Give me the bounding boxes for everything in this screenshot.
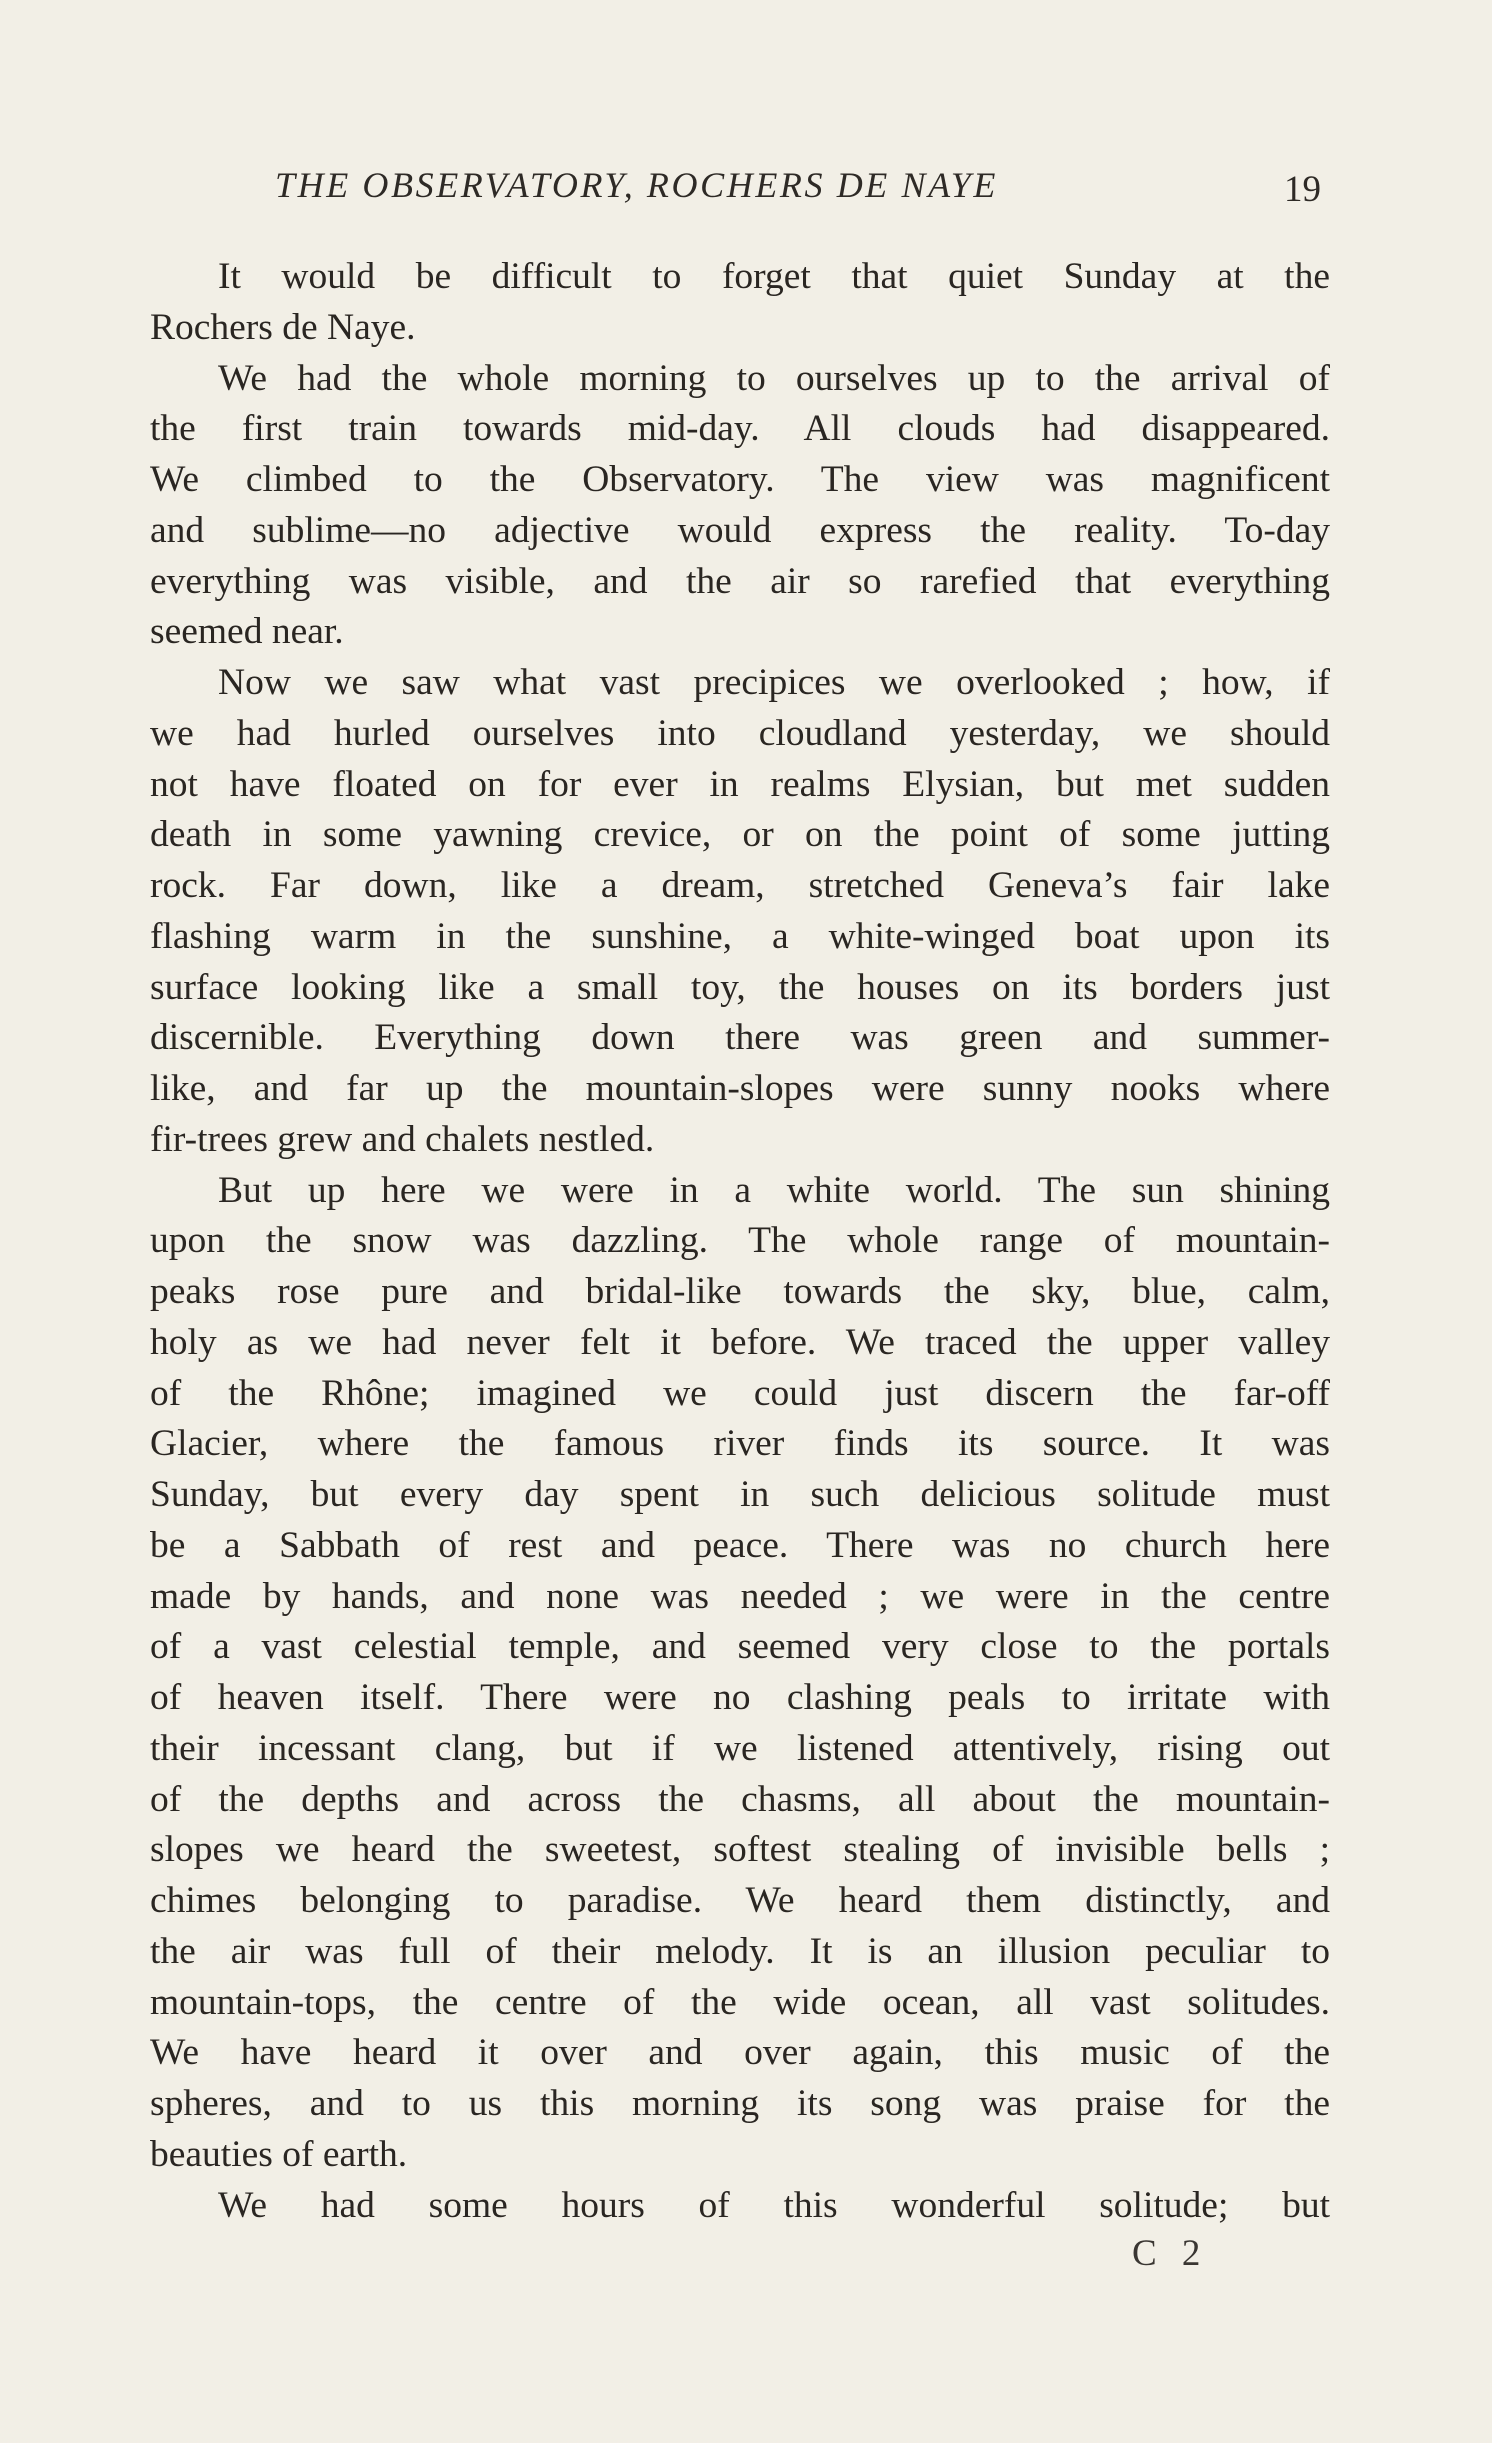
text-line: Sunday, but every day spent in such delicious solitude must xyxy=(150,1474,1330,1515)
text-line: Now we saw what vast precipices we overlooked ; how, if xyxy=(218,662,1330,703)
text-line: we had hurled ourselves into cloudland yesterday, we should xyxy=(150,712,1330,754)
text-line: spheres, and to us this morning its song was praise for the xyxy=(150,2083,1330,2124)
text-line: the first train towards mid-day. All clouds had disappeared. xyxy=(150,408,1330,450)
text-line: of a vast celestial temple, and seemed very close to the portals xyxy=(150,1626,1330,1668)
text-line: of the Rhône; imagined we could just discern the far-off xyxy=(150,1372,1330,1414)
text-line: be a Sabbath of rest and peace. There was no church here xyxy=(150,1524,1330,1566)
text-line: discernible. Everything down there was green and summer- xyxy=(150,1017,1330,1059)
text-line: death in some yawning crevice, or on the point of some jutting xyxy=(150,814,1330,856)
text-line: fir-trees grew and chalets nestled. xyxy=(150,1118,655,1160)
text-line: flashing warm in the sunshine, a white-winged boat upon its xyxy=(150,915,1330,957)
text-line: We have heard it over and over again, this music of the xyxy=(150,2032,1330,2074)
text-line: We climbed to the Observatory. The view was magnificent xyxy=(150,459,1330,500)
text-line: seemed near. xyxy=(150,611,344,653)
text-line: and sublime—no adjective would express the reality. To-day xyxy=(150,509,1330,551)
text-line: Glacier, where the famous river finds its source. It was xyxy=(150,1423,1330,1465)
text-line: Rochers de Naye. xyxy=(150,306,416,348)
text-line: their incessant clang, but if we listened attentively, rising out xyxy=(150,1727,1330,1769)
text-line: slopes we heard the sweetest, softest stealing of invisible bells ; xyxy=(150,1829,1330,1871)
page-number: 19 xyxy=(1284,169,1321,210)
text-line: But up here we were in a white world. The sun shining xyxy=(218,1169,1330,1211)
running-head xyxy=(150,160,1335,210)
text-line: chimes belonging to paradise. We heard them distinctly, and xyxy=(150,1880,1330,1921)
signature-mark: C 2 xyxy=(1132,2233,1209,2274)
text-line: It would be difficult to forget that quiet Sunday at the xyxy=(218,256,1330,297)
text-line: of heaven itself. There were no clashing peals to irritate with xyxy=(150,1677,1330,1718)
text-line: We had the whole morning to ourselves up to the arrival of xyxy=(218,357,1330,399)
text-line: the air was full of their melody. It is an illusion peculiar to xyxy=(150,1930,1330,1972)
text-line: everything was visible, and the air so rarefied that everything xyxy=(150,560,1330,602)
text-line: mountain-tops, the centre of the wide ocean, all vast solitudes. xyxy=(150,1981,1330,2023)
text-line: surface looking like a small toy, the houses on its borders just xyxy=(150,966,1330,1008)
text-line: of the depths and across the chasms, all about the mountain- xyxy=(150,1778,1330,1820)
running-title: THE OBSERVATORY, ROCHERS DE NAYE xyxy=(275,165,998,205)
text-line: rock. Far down, like a dream, stretched Geneva’s fair lake xyxy=(150,865,1330,906)
text-line: We had some hours of this wonderful solitude; but xyxy=(218,2184,1330,2226)
text-line: holy as we had never felt it before. We traced the upper valley xyxy=(150,1321,1330,1363)
text-line: peaks rose pure and bridal-like towards the sky, blue, calm, xyxy=(150,1271,1330,1312)
text-line: like, and far up the mountain-slopes were sunny nooks where xyxy=(150,1068,1330,1109)
body-text xyxy=(150,252,1330,2231)
text-line: upon the snow was dazzling. The whole range of mountain- xyxy=(150,1220,1330,1262)
text-line: beauties of earth. xyxy=(150,2133,408,2175)
text-line: not have floated on for ever in realms Elysian, but met sudden xyxy=(150,763,1330,805)
text-line: made by hands, and none was needed ; we were in the centre xyxy=(150,1575,1330,1617)
